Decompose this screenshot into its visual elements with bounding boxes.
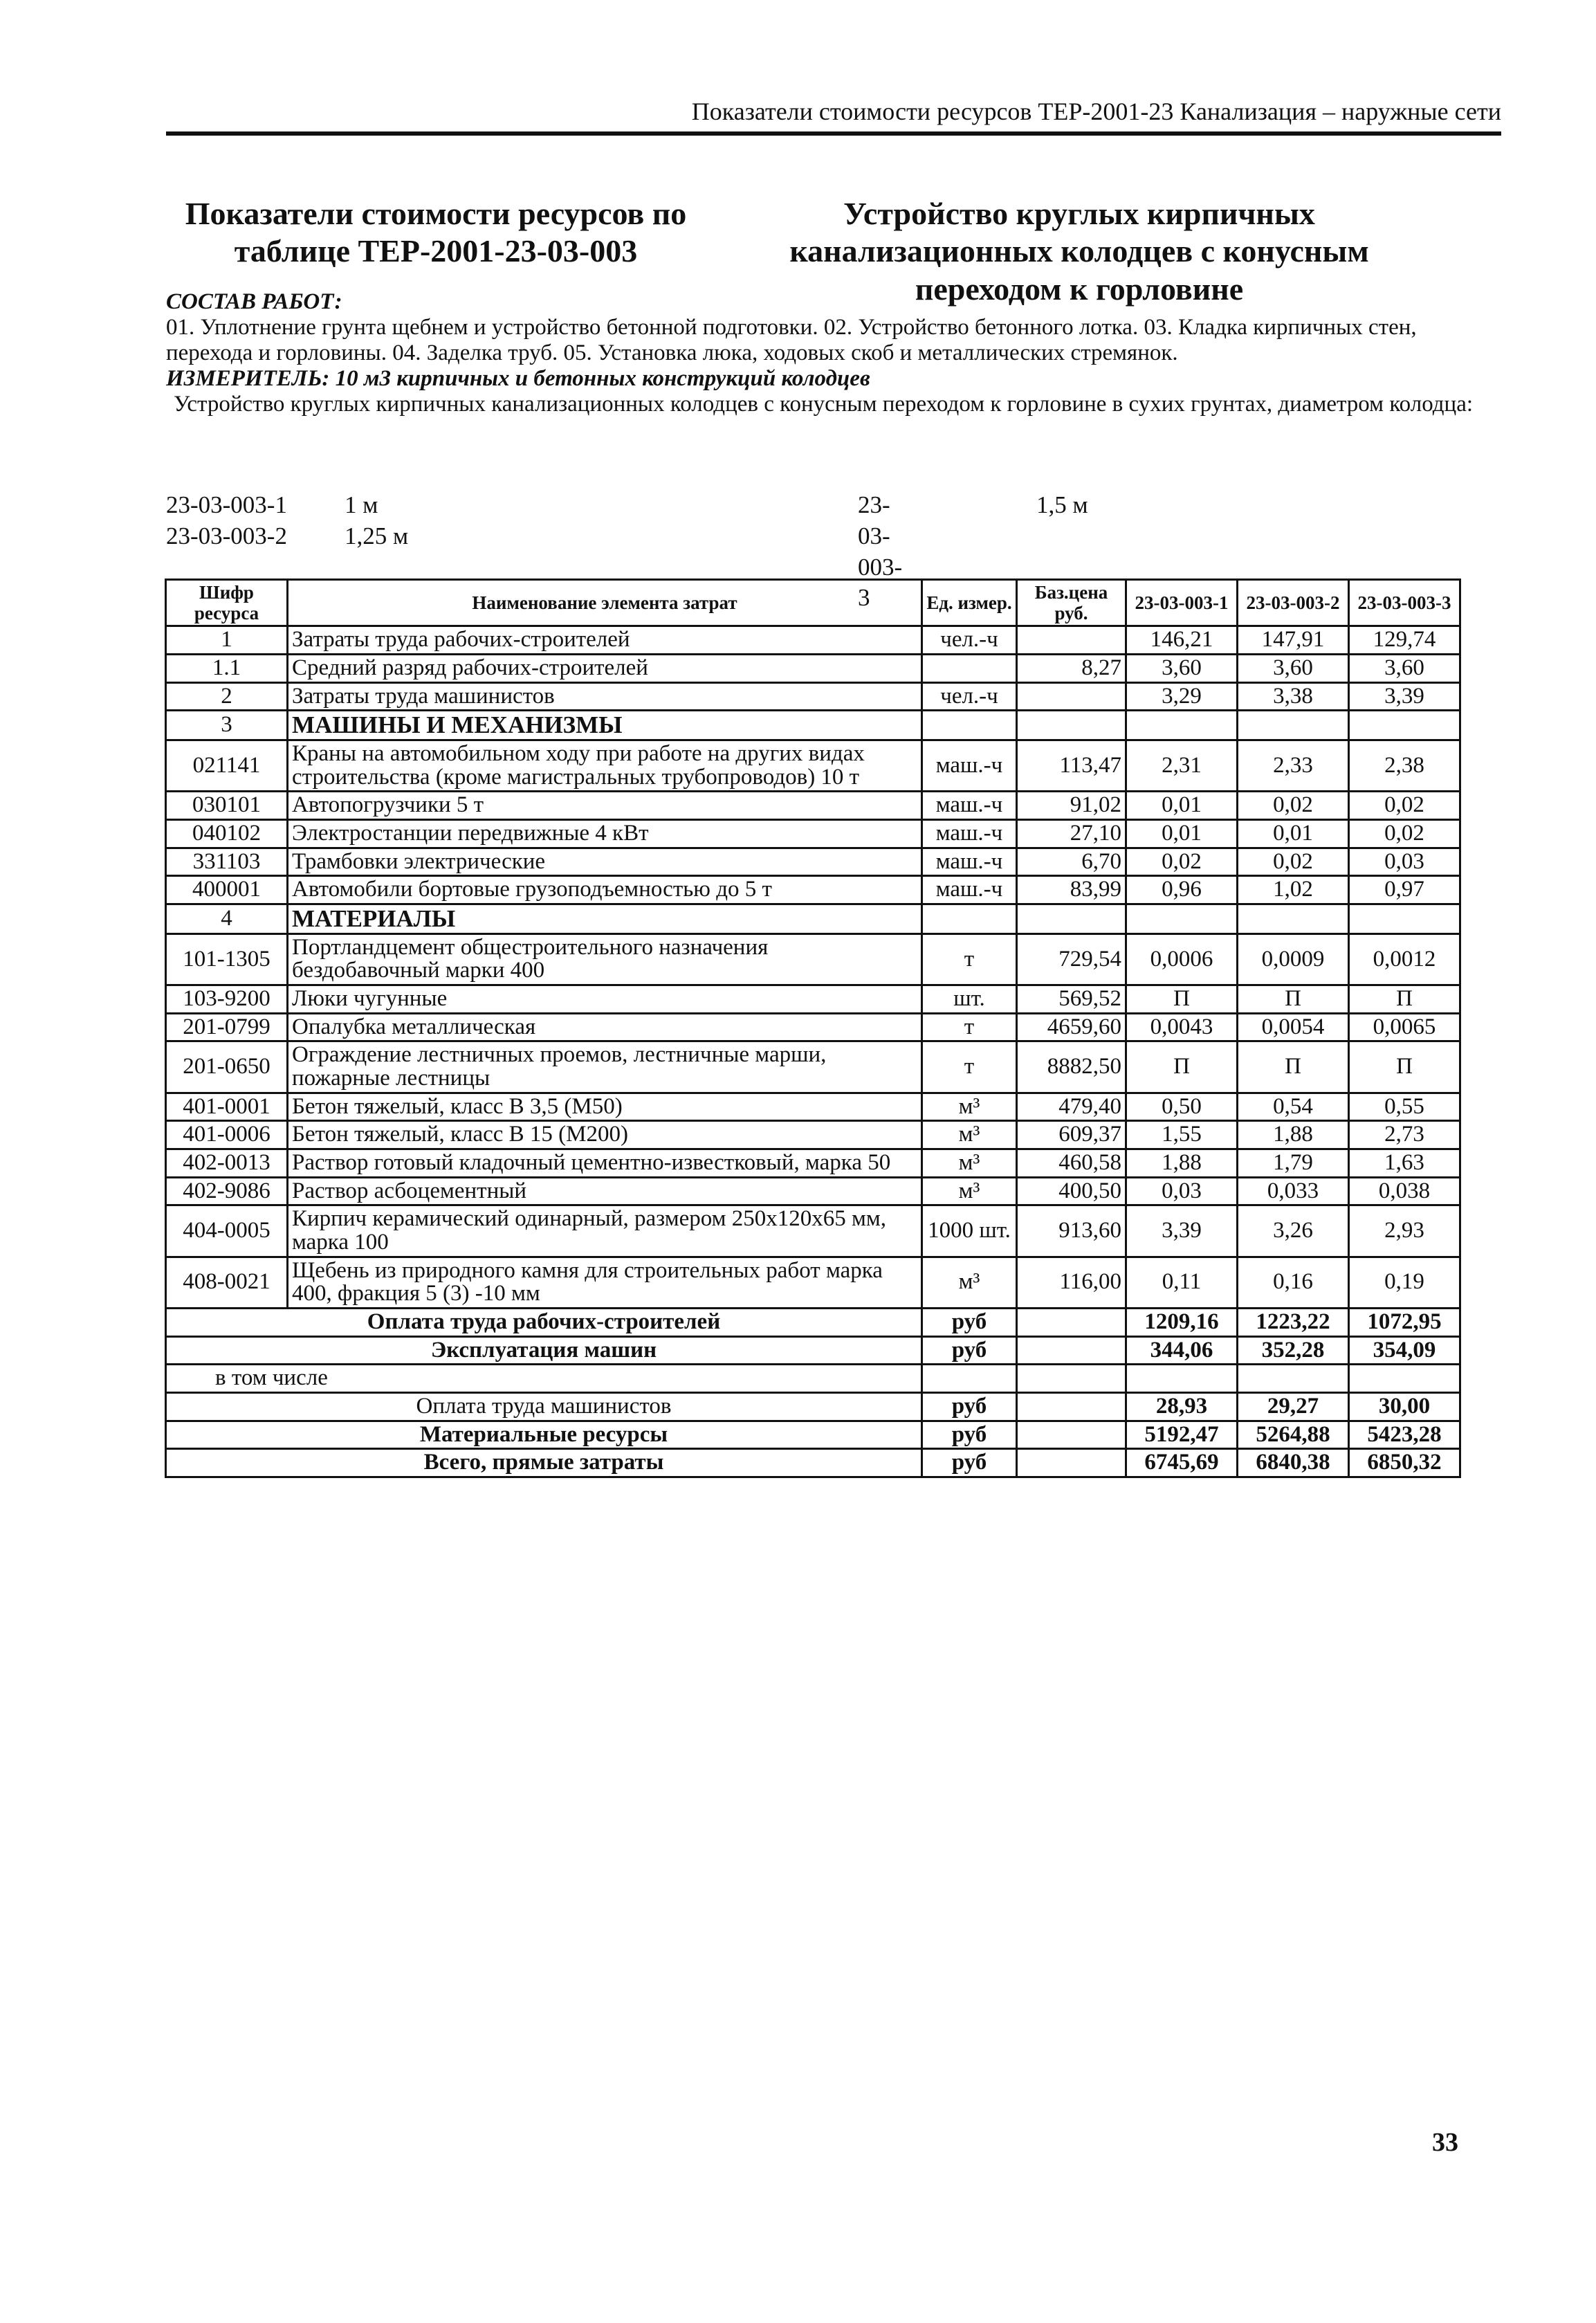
summary-v1-cell: 6745,69	[1126, 1449, 1238, 1477]
value-v2-cell: 3,38	[1238, 682, 1349, 711]
summary-price-cell	[1017, 1449, 1126, 1477]
resource-name-cell: МАТЕРИАЛЫ	[288, 904, 922, 934]
summary-price-cell	[1017, 1308, 1126, 1336]
base-price-cell: 4659,60	[1017, 1013, 1126, 1041]
unit-cell: маш.-ч	[922, 792, 1017, 820]
value-v2-cell: 1,88	[1238, 1121, 1349, 1149]
unit-cell: м³	[922, 1093, 1017, 1121]
base-price-cell: 460,58	[1017, 1149, 1126, 1178]
table-row	[166, 655, 1460, 683]
value-v1-cell: 1,55	[1126, 1121, 1238, 1149]
summary-price-cell	[1017, 1365, 1126, 1393]
value-v3-cell: 0,03	[1349, 848, 1460, 876]
base-price-cell: 83,99	[1017, 876, 1126, 904]
cost-table	[165, 579, 1461, 1478]
summary-name-cell: в том числе	[166, 1365, 922, 1393]
header-v2: 23-03-003-2	[1238, 580, 1349, 626]
value-v3-cell: 1,63	[1349, 1149, 1460, 1178]
table-row	[166, 904, 1460, 934]
value-v1-cell: П	[1126, 1041, 1238, 1093]
summary-unit-cell: руб	[922, 1336, 1017, 1365]
value-v2-cell: 147,91	[1238, 626, 1349, 655]
running-head: Показатели стоимости ресурсов ТЕР-2001-23 Канализация – наружные сети	[166, 97, 1501, 136]
unit-cell: чел.-ч	[922, 626, 1017, 655]
resource-code-cell: 030101	[166, 792, 288, 820]
value-v2-cell: 0,16	[1238, 1257, 1349, 1308]
variant-code: 23-03-003-2	[166, 522, 287, 549]
value-v3-cell: 0,97	[1349, 876, 1460, 904]
value-v2-cell: 2,33	[1238, 740, 1349, 792]
table-row	[166, 626, 1460, 655]
variant-code: 23-03-003-1	[166, 491, 287, 518]
header-v1: 23-03-003-1	[1126, 580, 1238, 626]
value-v3-cell: 2,73	[1349, 1121, 1460, 1149]
table-row	[166, 1013, 1460, 1041]
summary-name-cell: Материальные ресурсы	[166, 1421, 922, 1449]
value-v2-cell: 0,033	[1238, 1177, 1349, 1205]
value-v2-cell: 0,0054	[1238, 1013, 1349, 1041]
resource-code-cell: 2	[166, 682, 288, 711]
unit-cell: м³	[922, 1121, 1017, 1149]
summary-v1-cell	[1126, 1365, 1238, 1393]
unit-cell: маш.-ч	[922, 848, 1017, 876]
value-v3-cell	[1349, 711, 1460, 740]
variant-diameter: 1,5 м	[1036, 491, 1088, 518]
base-price-cell: 27,10	[1017, 820, 1126, 848]
resource-name-cell: Портландцемент общестроительного назначения бездобавочный марки 400	[288, 933, 922, 985]
summary-v3-cell: 354,09	[1349, 1336, 1460, 1365]
summary-v3-cell: 5423,28	[1349, 1421, 1460, 1449]
value-v1-cell: 0,96	[1126, 876, 1238, 904]
summary-unit-cell: руб	[922, 1421, 1017, 1449]
value-v3-cell: 0,0012	[1349, 933, 1460, 985]
summary-v2-cell: 5264,88	[1238, 1421, 1349, 1449]
summary-v3-cell: 1072,95	[1349, 1308, 1460, 1336]
summary-v1-cell: 1209,16	[1126, 1308, 1238, 1336]
summary-unit-cell: руб	[922, 1392, 1017, 1421]
work-title: Устройство круглых кирпичных канализационных колодцев с конусным переходом к горловине	[789, 196, 1369, 307]
header-price: Баз.цена руб.	[1017, 580, 1126, 626]
value-v1-cell: 3,39	[1126, 1205, 1238, 1257]
table-row	[166, 682, 1460, 711]
summary-v1-cell: 28,93	[1126, 1392, 1238, 1421]
value-v1-cell	[1126, 711, 1238, 740]
value-v2-cell: 0,02	[1238, 792, 1349, 820]
resource-code-cell: 1	[166, 626, 288, 655]
resource-name-cell: Ограждение лестничных проемов, лестничные марши, пожарные лестницы	[288, 1041, 922, 1093]
value-v1-cell: 1,88	[1126, 1149, 1238, 1178]
unit-cell: 1000 шт.	[922, 1205, 1017, 1257]
summary-v3-cell	[1349, 1365, 1460, 1393]
variant-row	[166, 521, 408, 552]
works-heading: СОСТАВ РАБОТ:	[166, 289, 342, 314]
summary-name-cell: Эксплуатация машин	[166, 1336, 922, 1365]
value-v3-cell: 0,19	[1349, 1257, 1460, 1308]
value-v1-cell	[1126, 904, 1238, 934]
resource-name-cell: Бетон тяжелый, класс В 3,5 (М50)	[288, 1093, 922, 1121]
table-row	[166, 820, 1460, 848]
summary-name-cell: Оплата труда рабочих-строителей	[166, 1308, 922, 1336]
resource-code-cell: 331103	[166, 848, 288, 876]
base-price-cell: 116,00	[1017, 1257, 1126, 1308]
unit-cell: м³	[922, 1177, 1017, 1205]
variant-row	[166, 490, 408, 521]
table-row	[166, 933, 1460, 985]
table-row	[166, 1205, 1460, 1257]
resource-code-cell: 401-0001	[166, 1093, 288, 1121]
resource-name-cell: Опалубка металлическая	[288, 1013, 922, 1041]
value-v3-cell: 129,74	[1349, 626, 1460, 655]
value-v1-cell: 0,0043	[1126, 1013, 1238, 1041]
summary-v2-cell: 1223,22	[1238, 1308, 1349, 1336]
value-v1-cell: 0,0006	[1126, 933, 1238, 985]
header-code: Шифр ресурса	[166, 580, 288, 626]
base-price-cell: 113,47	[1017, 740, 1126, 792]
value-v3-cell: 0,0065	[1349, 1013, 1460, 1041]
base-price-cell: 91,02	[1017, 792, 1126, 820]
resource-code-cell: 201-0650	[166, 1041, 288, 1093]
table-row	[166, 1177, 1460, 1205]
base-price-cell: 609,37	[1017, 1121, 1126, 1149]
value-v2-cell: 3,60	[1238, 655, 1349, 683]
resource-code-cell: 404-0005	[166, 1205, 288, 1257]
resource-name-cell: Затраты труда рабочих-строителей	[288, 626, 922, 655]
summary-unit-cell: руб	[922, 1449, 1017, 1477]
summary-unit-cell	[922, 1365, 1017, 1393]
value-v3-cell: 3,60	[1349, 655, 1460, 683]
resource-code-cell: 201-0799	[166, 1013, 288, 1041]
value-v1-cell: 3,29	[1126, 682, 1238, 711]
unit-cell: м³	[922, 1257, 1017, 1308]
summary-row	[166, 1365, 1460, 1393]
value-v1-cell: 0,03	[1126, 1177, 1238, 1205]
table-row	[166, 792, 1460, 820]
value-v1-cell: 3,60	[1126, 655, 1238, 683]
summary-name-cell: Оплата труда машинистов	[166, 1392, 922, 1421]
unit-cell: чел.-ч	[922, 682, 1017, 711]
value-v3-cell: 0,038	[1349, 1177, 1460, 1205]
base-price-cell: 6,70	[1017, 848, 1126, 876]
table-row	[166, 1093, 1460, 1121]
value-v2-cell: 0,54	[1238, 1093, 1349, 1121]
resource-code-cell: 402-0013	[166, 1149, 288, 1178]
resource-name-cell: Трамбовки электрические	[288, 848, 922, 876]
table-row	[166, 1149, 1460, 1178]
value-v1-cell: 0,50	[1126, 1093, 1238, 1121]
resource-name-cell: Бетон тяжелый, класс В 15 (М200)	[288, 1121, 922, 1149]
summary-v1-cell: 344,06	[1126, 1336, 1238, 1365]
summary-v2-cell: 352,28	[1238, 1336, 1349, 1365]
resource-code-cell: 021141	[166, 740, 288, 792]
summary-row	[166, 1336, 1460, 1365]
unit-cell: м³	[922, 1149, 1017, 1178]
header-v3: 23-03-003-3	[1349, 580, 1460, 626]
resource-name-cell: Кирпич керамический одинарный, размером 250х120х65 мм, марка 100	[288, 1205, 922, 1257]
resource-code-cell: 103-9200	[166, 985, 288, 1014]
value-v3-cell: П	[1349, 985, 1460, 1014]
page-number: 33	[1432, 2128, 1458, 2157]
meter-line: ИЗМЕРИТЕЛЬ: 10 м3 кирпичных и бетонных конструкций колодцев	[166, 365, 870, 391]
value-v2-cell: П	[1238, 1041, 1349, 1093]
value-v3-cell	[1349, 904, 1460, 934]
summary-unit-cell: руб	[922, 1308, 1017, 1336]
value-v3-cell: 2,38	[1349, 740, 1460, 792]
table-row	[166, 985, 1460, 1014]
base-price-cell	[1017, 904, 1126, 934]
resource-name-cell: Краны на автомобильном ходу при работе на других видах строительства (кроме магистральных трубопроводов) 10 т	[288, 740, 922, 792]
value-v1-cell: 0,01	[1126, 820, 1238, 848]
unit-cell: т	[922, 1041, 1017, 1093]
value-v3-cell: 0,55	[1349, 1093, 1460, 1121]
summary-row	[166, 1449, 1460, 1477]
summary-row	[166, 1421, 1460, 1449]
resource-name-cell: Средний разряд рабочих-строителей	[288, 655, 922, 683]
table-row	[166, 740, 1460, 792]
value-v3-cell: 3,39	[1349, 682, 1460, 711]
unit-cell: т	[922, 1013, 1017, 1041]
unit-cell: шт.	[922, 985, 1017, 1014]
resource-code-cell: 408-0021	[166, 1257, 288, 1308]
unit-cell: т	[922, 933, 1017, 985]
unit-cell	[922, 655, 1017, 683]
resource-name-cell: Раствор готовый кладочный цементно-известковый, марка 50	[288, 1149, 922, 1178]
table-row	[166, 1041, 1460, 1093]
resource-name-cell: Люки чугунные	[288, 985, 922, 1014]
value-v3-cell: П	[1349, 1041, 1460, 1093]
summary-price-cell	[1017, 1421, 1126, 1449]
header-unit: Ед. измер.	[922, 580, 1017, 626]
value-v1-cell: 0,11	[1126, 1257, 1238, 1308]
value-v3-cell: 0,02	[1349, 820, 1460, 848]
works-description: Устройство круглых кирпичных канализационных колодцев с конусным переходом к горловине в сухих грунтах, диаметром колодца:	[173, 391, 1474, 417]
value-v1-cell: 0,02	[1126, 848, 1238, 876]
value-v1-cell: 0,01	[1126, 792, 1238, 820]
value-v2-cell: 1,02	[1238, 876, 1349, 904]
table-header-row	[166, 580, 1460, 626]
base-price-cell: 479,40	[1017, 1093, 1126, 1121]
base-price-cell: 729,54	[1017, 933, 1126, 985]
summary-v2-cell: 29,27	[1238, 1392, 1349, 1421]
table-row	[166, 1257, 1460, 1308]
resource-name-cell: Автомобили бортовые грузоподъемностью до 5 т	[288, 876, 922, 904]
value-v2-cell	[1238, 904, 1349, 934]
resource-code-cell: 1.1	[166, 655, 288, 683]
works-text: 01. Уплотнение грунта щебнем и устройство бетонной подготовки. 02. Устройство бетонного лотка. 03. Кладка кирпичных стен, перехода и горловины. 04. Заделка труб. 05. Установка люка, ходовых скоб и металлических стремянок.	[166, 314, 1417, 365]
value-v3-cell: 2,93	[1349, 1205, 1460, 1257]
value-v2-cell: 3,26	[1238, 1205, 1349, 1257]
unit-cell	[922, 904, 1017, 934]
resource-name-cell: Автопогрузчики 5 т	[288, 792, 922, 820]
summary-v3-cell: 6850,32	[1349, 1449, 1460, 1477]
unit-cell: маш.-ч	[922, 876, 1017, 904]
resource-code-cell: 4	[166, 904, 288, 934]
base-price-cell: 569,52	[1017, 985, 1126, 1014]
value-v1-cell: 2,31	[1126, 740, 1238, 792]
variant-diameter: 1 м	[345, 491, 378, 518]
base-price-cell	[1017, 626, 1126, 655]
resource-name-cell: Раствор асбоцементный	[288, 1177, 922, 1205]
variant-code: 23-03-003-3	[858, 491, 903, 612]
resource-name-cell: Затраты труда машинистов	[288, 682, 922, 711]
variant-diameter: 1,25 м	[345, 522, 409, 549]
table-row	[166, 711, 1460, 740]
value-v2-cell: 0,02	[1238, 848, 1349, 876]
works-section	[166, 289, 1480, 417]
unit-cell: маш.-ч	[922, 820, 1017, 848]
table-row	[166, 876, 1460, 904]
value-v2-cell: П	[1238, 985, 1349, 1014]
summary-v2-cell	[1238, 1365, 1349, 1393]
resource-code-cell: 402-9086	[166, 1177, 288, 1205]
unit-cell: маш.-ч	[922, 740, 1017, 792]
summary-price-cell	[1017, 1392, 1126, 1421]
table-body	[166, 626, 1460, 1477]
base-price-cell: 913,60	[1017, 1205, 1126, 1257]
resource-code-cell: 401-0006	[166, 1121, 288, 1149]
header-name: Наименование элемента затрат	[288, 580, 922, 626]
resource-code-cell: 101-1305	[166, 933, 288, 985]
resource-code-cell: 040102	[166, 820, 288, 848]
unit-cell	[922, 711, 1017, 740]
resource-name-cell: Щебень из природного камня для строительных работ марка 400, фракция 5 (3) -10 мм	[288, 1257, 922, 1308]
table-row	[166, 848, 1460, 876]
summary-v2-cell: 6840,38	[1238, 1449, 1349, 1477]
summary-name-cell: Всего, прямые затраты	[166, 1449, 922, 1477]
value-v2-cell: 0,0009	[1238, 933, 1349, 985]
value-v3-cell: 0,02	[1349, 792, 1460, 820]
summary-row	[166, 1392, 1460, 1421]
table-row	[166, 1121, 1460, 1149]
resource-name-cell: Электростанции передвижные 4 кВт	[288, 820, 922, 848]
value-v2-cell: 0,01	[1238, 820, 1349, 848]
value-v1-cell: 146,21	[1126, 626, 1238, 655]
base-price-cell: 8882,50	[1017, 1041, 1126, 1093]
summary-v1-cell: 5192,47	[1126, 1421, 1238, 1449]
base-price-cell: 400,50	[1017, 1177, 1126, 1205]
summary-row	[166, 1308, 1460, 1336]
value-v2-cell: 1,79	[1238, 1149, 1349, 1178]
base-price-cell	[1017, 682, 1126, 711]
base-price-cell	[1017, 711, 1126, 740]
summary-v3-cell: 30,00	[1349, 1392, 1460, 1421]
resource-code-cell: 400001	[166, 876, 288, 904]
summary-price-cell	[1017, 1336, 1126, 1365]
value-v1-cell: П	[1126, 985, 1238, 1014]
value-v2-cell	[1238, 711, 1349, 740]
resource-code-cell: 3	[166, 711, 288, 740]
resource-name-cell: МАШИНЫ И МЕХАНИЗМЫ	[288, 711, 922, 740]
table-title: Показатели стоимости ресурсов по таблице ТЕР-2001-23-03-003	[185, 196, 687, 269]
base-price-cell: 8,27	[1017, 655, 1126, 683]
